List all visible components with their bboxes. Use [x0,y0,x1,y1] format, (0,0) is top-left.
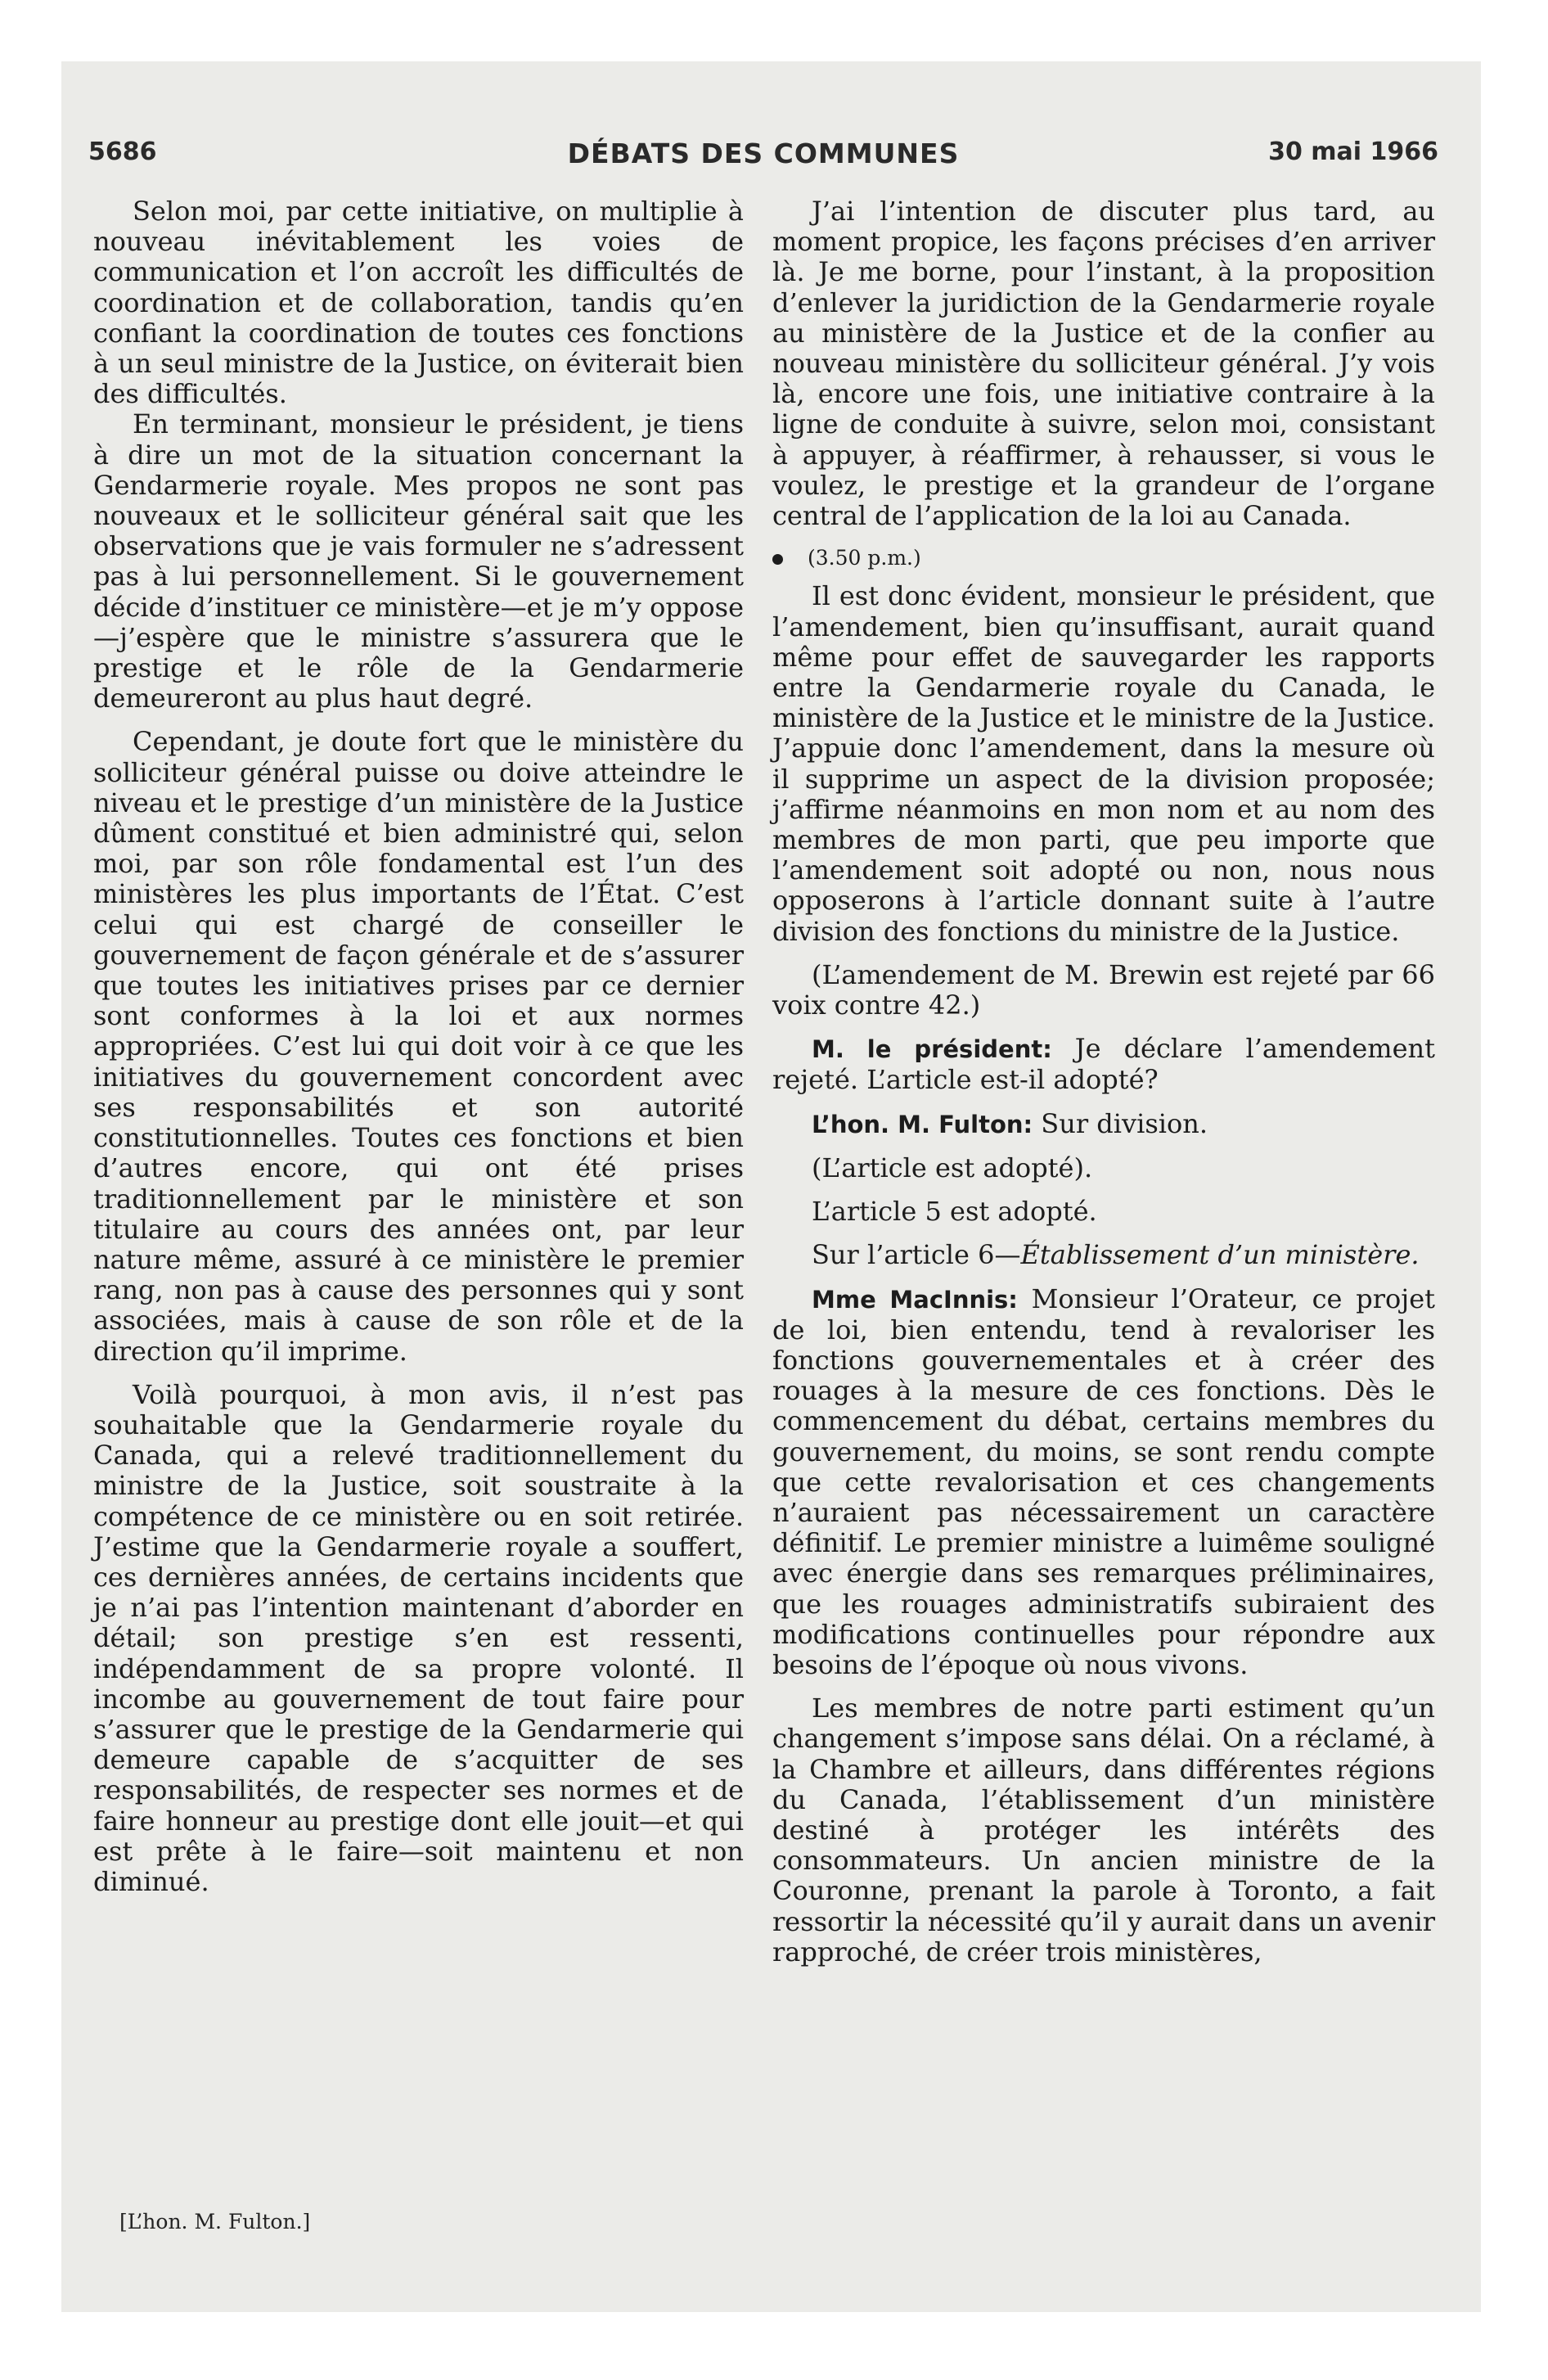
paragraph: Cependant, je doute fort que le ministère du solliciteur général puisse ou doive atteindre le niveau et le prestige d’un ministère de la Justice dûment constitué et bien administré qui, selon moi, par son rôle fondamental est l’un des ministères les plus importants de l’État. C’est celui qui est chargé de conseiller le gouvernement de façon générale et de s’assurer que toutes les initiatives prises par ce dernier sont conformes à la loi et aux normes appropriées. C’est lui qui doit voir à ce que les initiatives du gouvernement concordent avec ses responsabilités et son autorité constitutionnelles. Toutes ces fonctions et bien d’autres encore, qui ont été prises traditionnellement par le ministère et son titulaire au cours des années ont, par leur nature même, assuré à ce ministère le premier rang, non pas à cause des personnes qui y sont associées, mais à cause de son rôle et de la direction qu’il imprime. [93,726,744,1367]
speech-text: Monsieur l’Orateur, ce projet de loi, bien entendu, tend à revaloriser les fonctions gouvernementales et à créer des rouages à la mesure de ces fonctions. Dès le commencement du débat, certains membres du gouvernement, du moins, se sont rendu compte que cette revalorisation et ces changements n’auraient pas nécessairement un caractère définitif. Le premier ministre a luimême souligné avec énergie dans ses remarques préliminaires, que les rouages administratifs subiraient des modifications continuelles pour répondre aux besoins de l’époque où nous vivons. [772,1282,1435,1680]
clause-heading [772,1240,1435,1270]
bullet-icon [772,554,783,565]
speaker-footnote: [L’hon. M. Fulton.] [119,2210,311,2234]
paragraph: Il est donc évident, monsieur le président, que l’amendement, bien qu’insuffisant, aurait quand même pour effet de sauvegarder les rapports entre la Gendarmerie royale du Canada, le ministère de la Justice et le ministre de la Justice. J’appuie donc l’amendement, dans la mesure où il supprime un aspect de la division proposée; j’affirme néanmoins en mon nom et au nom des membres de mon parti, que peu importe que l’amendement soit adopté ou non, nous nous opposerons à l’article donnant suite à l’autre division des fonctions du ministre de la Justice. [772,580,1435,947]
vote-result: (L’amendement de M. Brewin est rejeté par 66 voix contre 42.) [772,958,1435,1021]
page-header [88,137,1438,174]
left-column [93,196,744,1897]
page-date: 30 mai 1966 [1268,137,1438,166]
page-title: DÉBATS DES COMMUNES [567,137,960,169]
paragraph: Voilà pourquoi, à mon avis, il n’est pas souhaitable que la Gendarmerie royale du Canada, qui a relevé traditionnellement du ministre de la Justice, soit soustraite à la compétence de ce ministère ou en soit retirée. J’estime que la Gendarmerie royale a souffert, ces dernières années, de certains incidents que je n’ai pas l’intention maintenant d’aborder en détail; son prestige s’en est ressenti, indépendamment de sa propre volonté. Il incombe au gouvernement de tout faire pour s’assurer que le prestige de la Gendarmerie qui demeure capable de s’acquitter de ses responsabilités, de respecter ses normes et de faire honneur au prestige dont elle jouit—et qui est prête à le faire—soit maintenu et non diminué. [93,1378,744,1897]
timestamp [772,543,1435,573]
procedural-note: (L’article est adopté). [812,1152,1093,1183]
right-column [772,196,1435,1968]
timestamp-text: (3.50 p.m.) [808,546,921,570]
speaker-paragraph [772,1109,1435,1140]
speaker-name: Mme MacInnis: [812,1285,1018,1314]
paragraph: J’ai l’intention de discuter plus tard, au moment propice, les façons précises d’en arriver là. Je me borne, pour l’instant, à la proposition d’enlever la juridiction de la Gendarmerie royale au ministère de la Justice et de la confier au nouveau ministère du solliciteur général. J’y vois là, encore une fois, une initiative contraire à la ligne de conduite à suivre, selon moi, consistant à appuyer, à réaffirmer, à rehausser, si vous le voulez, le prestige et la grandeur de l’organe central de l’application de la loi au Canada. [772,196,1435,532]
speaker-name: M. le président: [812,1035,1052,1064]
clause-title: Établissement d’un ministère. [1020,1239,1420,1271]
speech-text: Sur division. [1033,1107,1208,1139]
paragraph: Selon moi, par cette initiative, on multiplie à nouveau inévitablement les voies de communication et l’on accroît les difficultés de coordination et de collaboration, tandis qu’en confiant la coordination de toutes ces fonctions à un seul ministre de la Justice, on éviterait bien des difficultés. [93,196,744,410]
paragraph: En terminant, monsieur le président, je tiens à dire un mot de la situation concernant la Gendarmerie royale. Mes propos ne sont pas nouveaux et le solliciteur général sait que les observations que je vais formuler ne s’adressent pas à lui personnellement. Si le gouvernement décide d’instituer ce ministère—et je m’y oppose—j’espère que le ministre s’assurera que le prestige et le rôle de la Gendarmerie demeureront au plus haut degré. [93,408,744,714]
paragraph: Les membres de notre parti estiment qu’un changement s’impose sans délai. On a réclamé, à la Chambre et ailleurs, dans différentes régions du Canada, l’établissement d’un ministère destiné à protéger les intérêts des consommateurs. Un ancien ministre de la Couronne, prenant la parole à Toronto, a fait ressortir la nécessité qu’il y aurait dans un avenir rapproché, de créer trois ministères, [772,1693,1435,1968]
speaker-paragraph [772,1284,1435,1681]
speaker-paragraph [772,1034,1435,1095]
procedural-note: L’article 5 est adopté. [812,1196,1097,1228]
clause-text: Sur l’article 6— [812,1239,1021,1271]
speech-text: Je déclare l’amendement rejeté. L’article est-il adopté? [772,1033,1435,1096]
page-number: 5686 [88,137,157,166]
speaker-name: L’hon. M. Fulton: [812,1110,1033,1138]
